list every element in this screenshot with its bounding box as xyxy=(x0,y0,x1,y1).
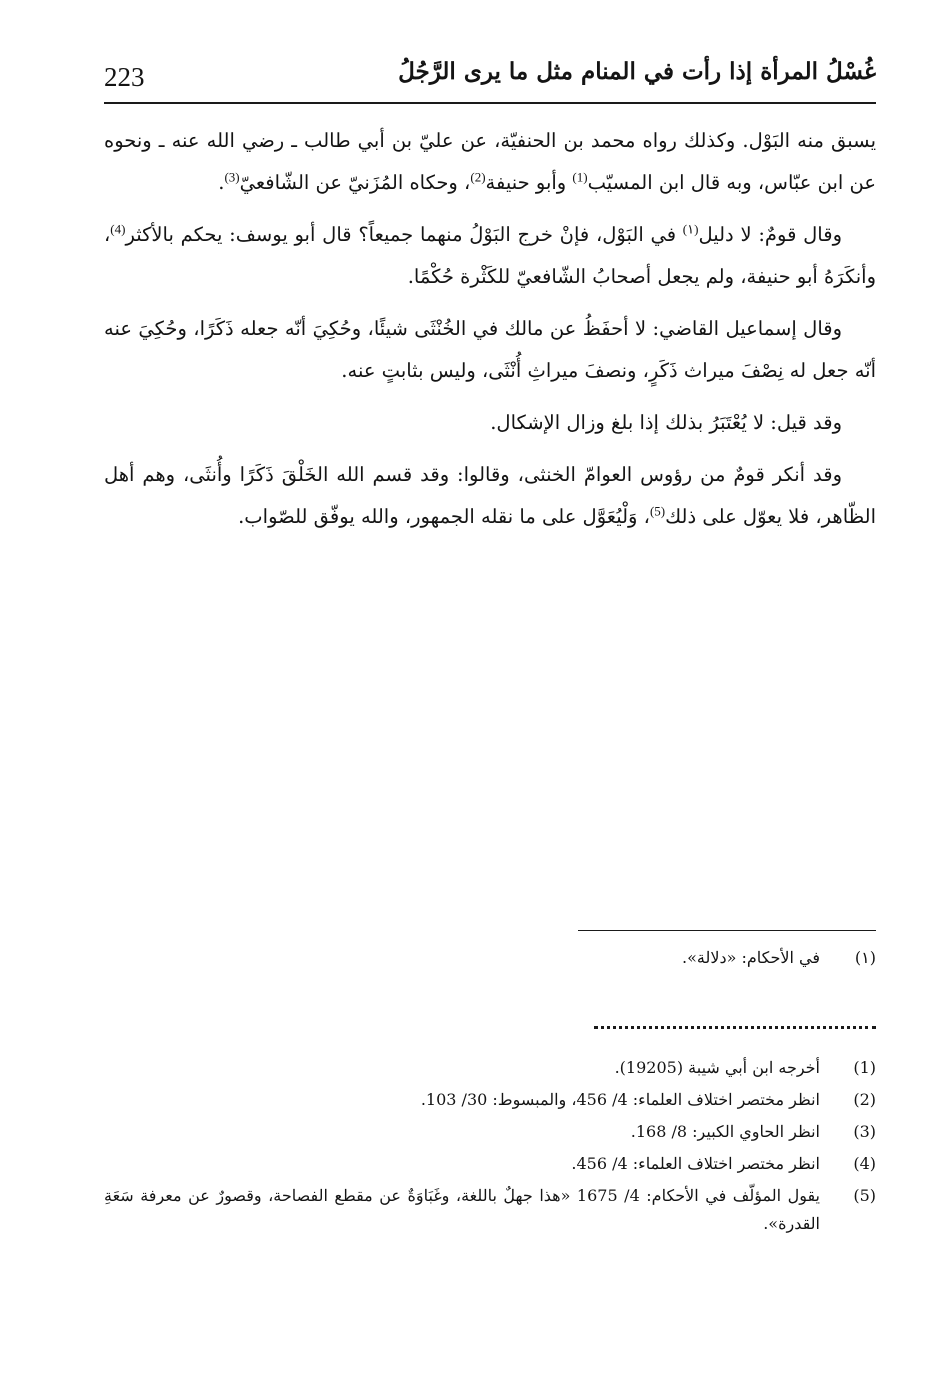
paragraph-text: وقال قومٌ: لا دليل xyxy=(698,223,842,246)
footnote-ref[interactable]: (3) xyxy=(224,169,240,185)
footnote-item xyxy=(104,1180,876,1238)
footnote-ref[interactable]: (1) xyxy=(572,169,588,185)
footnote-text: أخرجه ابن أبي شيبة (19205). xyxy=(614,1058,820,1077)
header-rule xyxy=(104,102,876,104)
paragraph-text: وقد أنكر قومٌ من رؤوس العوامّ الخنثى، وقالوا: وقد قسم الله الخَلْقَ ذَكَرًا وأُنثَى، وهم أهل الظّاهر، فلا يعوّل على ذلك xyxy=(104,463,876,528)
paragraph-1 xyxy=(104,120,876,204)
footnote-ref[interactable]: (5) xyxy=(649,503,666,519)
paragraph-text: ، وَلْيُعَوَّل على ما نقله الجمهور، والله يوفّق للصّواب. xyxy=(238,505,650,528)
footnote-item xyxy=(104,1116,876,1148)
editor-note-number: (١) xyxy=(854,948,876,967)
dotted-separator xyxy=(594,1026,876,1029)
footnote-number: (2) xyxy=(853,1090,876,1109)
footnote-ref[interactable]: (2) xyxy=(470,169,486,185)
paragraph-5 xyxy=(104,454,876,538)
paragraph-4: وقد قيل: لا يُعْتَبَرُ بذلك إذا بلغ وزال الإشكال. xyxy=(490,411,842,434)
paragraph-text: في البَوْل، فإنْ خرج البَوْلُ منهما جميعاً؟ قال أبو يوسف: يحكم بالأكثر xyxy=(125,223,683,246)
footnote-text: انظر الحاوي الكبير: 8/ 168. xyxy=(630,1122,820,1141)
footnote-number: (5) xyxy=(853,1186,876,1205)
footnote-text: انظر مختصر اختلاف العلماء: 4/ 456. xyxy=(571,1154,820,1173)
page-header xyxy=(104,52,876,104)
footnote-item xyxy=(104,1052,876,1084)
footnote-number: (4) xyxy=(853,1154,876,1173)
paragraph-text: ، وأنكَرَهُ أبو حنيفة، ولم يجعل أصحابُ الشّافعيّ للكَثْرة حُكْمًا. xyxy=(104,223,876,288)
paragraph-text: وأبو حنيفة xyxy=(485,171,573,194)
paragraph-text: يسبق منه البَوْل. وكذلك رواه محمد بن الحنفيّة، عن عليّ بن أبي طالب ـ رضي الله عنه ـ ونحوه عن ابن عبّاس، وبه قال ابن المسيّب xyxy=(104,129,876,194)
editor-note xyxy=(104,944,876,972)
footnotes xyxy=(104,1052,876,1238)
footnote-text: يقول المؤلّف في الأحكام: 4/ 1675 «هذا جهلٌ باللغة، وغَبَاوَةٌ عن مقطع الفصاحة، وقصورٌ عن معرفة سَعَةِ القدرة». xyxy=(104,1186,821,1233)
paragraph-text: ، وحكاه المُزَنيّ عن الشّافعيّ xyxy=(239,171,471,194)
footnote-text: انظر مختصر اختلاف العلماء: 4/ 456، والمبسوط: 30/ 103. xyxy=(420,1090,820,1109)
paragraph-text: . xyxy=(218,171,225,194)
footnote-number: (3) xyxy=(853,1122,876,1141)
paragraph-3: وقال إسماعيل القاضي: لا أحفَظُ عن مالك في الخُنْثَى شيئًا، وحُكِيَ أنّه جعله ذَكَرًا، وحُكِيَ عنه أنّه جعل له نِصْفَ ميراث ذَكَرٍ، ونصفَ ميراثِ أُنْثَى، وليس بثابتٍ عنه. xyxy=(104,317,876,382)
page-number: 223 xyxy=(104,62,145,92)
running-title: غُسْلُ المرأة إذا رأت في المنام مثل ما يرى الرَّجُلُ xyxy=(398,58,876,85)
footnote-item xyxy=(104,1148,876,1180)
editor-note-row xyxy=(104,944,876,972)
footnote-item xyxy=(104,1084,876,1116)
footnote-ref[interactable]: (4) xyxy=(110,221,126,237)
editor-note-ref[interactable]: (١) xyxy=(682,221,699,237)
footnote-rule xyxy=(578,930,876,931)
footnote-number: (1) xyxy=(853,1058,876,1077)
main-text xyxy=(104,120,876,548)
editor-note-text: في الأحكام: «دلالة». xyxy=(682,948,820,967)
paragraph-2 xyxy=(104,214,876,298)
